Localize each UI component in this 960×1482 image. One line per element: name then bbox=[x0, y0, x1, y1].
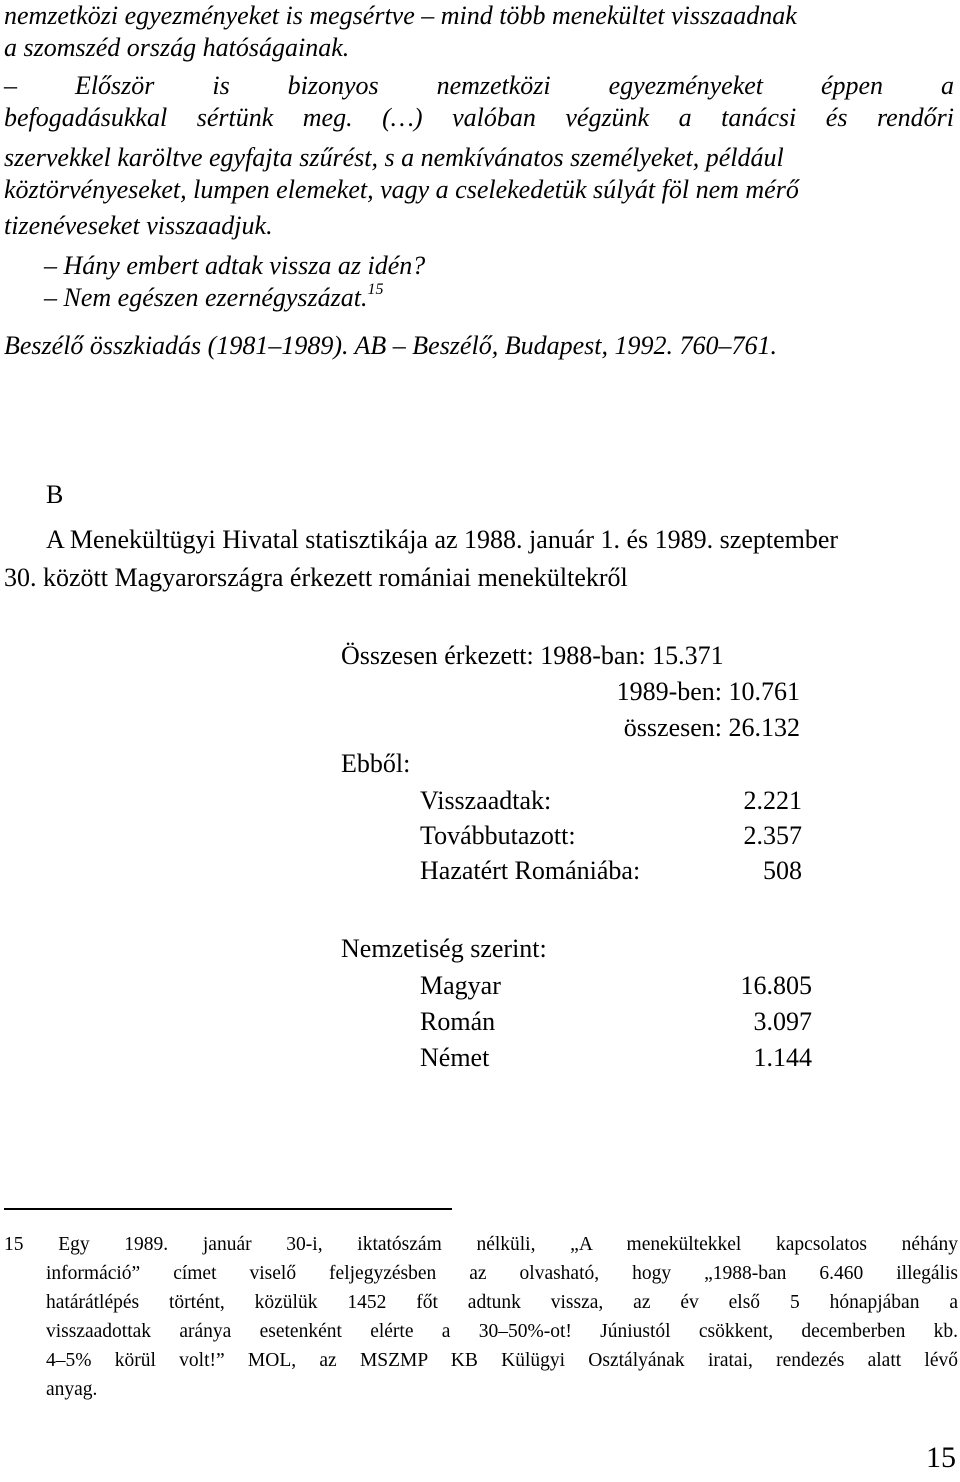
nationality-label: Magyar bbox=[420, 971, 501, 1000]
stat-row-label: Hazatért Romániába: bbox=[420, 856, 641, 885]
quote-line-9 bbox=[44, 282, 384, 314]
quote-line-4: befogadásukkal sértünk meg. (…) valóban végzünk a tanácsi és rendőri bbox=[4, 103, 954, 132]
footnote-line-2: információ” címet viselő feljegyzésben az olvasható, hogy „1988-ban 6.460 illegális bbox=[46, 1263, 958, 1284]
stat-row-value: 508 bbox=[763, 856, 802, 885]
footnote-line-3: határátlépés történt, közülük 1452 főt adtunk vissza, az év első 5 hónapjában a bbox=[46, 1292, 958, 1313]
quote-line-7: tizenéveseket visszaadjuk. bbox=[4, 211, 273, 240]
nationality-value: 1.144 bbox=[753, 1043, 812, 1072]
section-title-line-2: 30. között Magyarországra érkezett romániai menekültekről bbox=[4, 563, 628, 592]
quote-source: Beszélő összkiadás (1981–1989). AB – Beszélő, Budapest, 1992. 760–761. bbox=[4, 331, 777, 360]
quote-line-2: a szomszéd ország hatóságainak. bbox=[4, 33, 350, 62]
section-title-line-1: A Menekültügyi Hivatal statisztikája az 1988. január 1. és 1989. szeptember bbox=[46, 525, 839, 554]
stat-nationality-label: Nemzetiség szerint: bbox=[341, 934, 547, 963]
nationality-value: 16.805 bbox=[740, 971, 812, 1000]
footnote-line-4: visszaadottak aránya esetenként elérte a 30–50%-ot! Júniustól csökkent, decemberben kb. bbox=[46, 1321, 958, 1342]
stat-of-which: Ebből: bbox=[341, 749, 411, 778]
stat-1989: 1989-ben: 10.761 bbox=[616, 677, 800, 706]
stat-arrived: Összesen érkezett: 1988-ban: 15.371 bbox=[341, 641, 724, 670]
nationality-label: Német bbox=[420, 1043, 490, 1072]
nationality-label: Román bbox=[420, 1007, 496, 1036]
footnote-ref-15[interactable]: 15 bbox=[367, 281, 384, 299]
quote-line-9-text: – Nem egészen ezernégyszázat. bbox=[44, 283, 368, 312]
footnote-separator bbox=[4, 1208, 452, 1210]
quote-line-5: szervekkel karöltve egyfajta szűrést, s a nemkívánatos személyeket, például bbox=[4, 143, 784, 172]
footnote-line-5: 4–5% körül volt!” MOL, az MSZMP KB Külügyi Osztályának iratai, rendezés alatt lévő bbox=[46, 1350, 958, 1371]
section-letter: B bbox=[46, 480, 64, 509]
footnote-line-6: anyag. bbox=[46, 1379, 98, 1400]
stat-row-value: 2.357 bbox=[743, 821, 802, 850]
nationality-value: 3.097 bbox=[753, 1007, 812, 1036]
stat-row-value: 2.221 bbox=[743, 786, 802, 815]
page-number: 15 bbox=[926, 1441, 956, 1474]
footnote-line-1: 15 Egy 1989. január 30-i, iktatószám nélküli, „A menekültekkel kapcsolatos néhány bbox=[4, 1234, 958, 1255]
quote-line-1: nemzetközi egyezményeket is megsértve – mind több menekültet visszaadnak bbox=[4, 1, 797, 30]
stat-total: összesen: 26.132 bbox=[623, 713, 800, 742]
quote-line-3: – Először is bizonyos nemzetközi egyezményeket éppen a bbox=[4, 71, 954, 100]
stat-row-label: Visszaadtak: bbox=[420, 786, 552, 815]
quote-line-6: köztörvényeseket, lumpen elemeket, vagy a cselekedetük súlyát föl nem mérő bbox=[4, 175, 799, 204]
quote-line-8: – Hány embert adtak vissza az idén? bbox=[44, 251, 426, 280]
stat-row-label: Továbbutazott: bbox=[420, 821, 576, 850]
